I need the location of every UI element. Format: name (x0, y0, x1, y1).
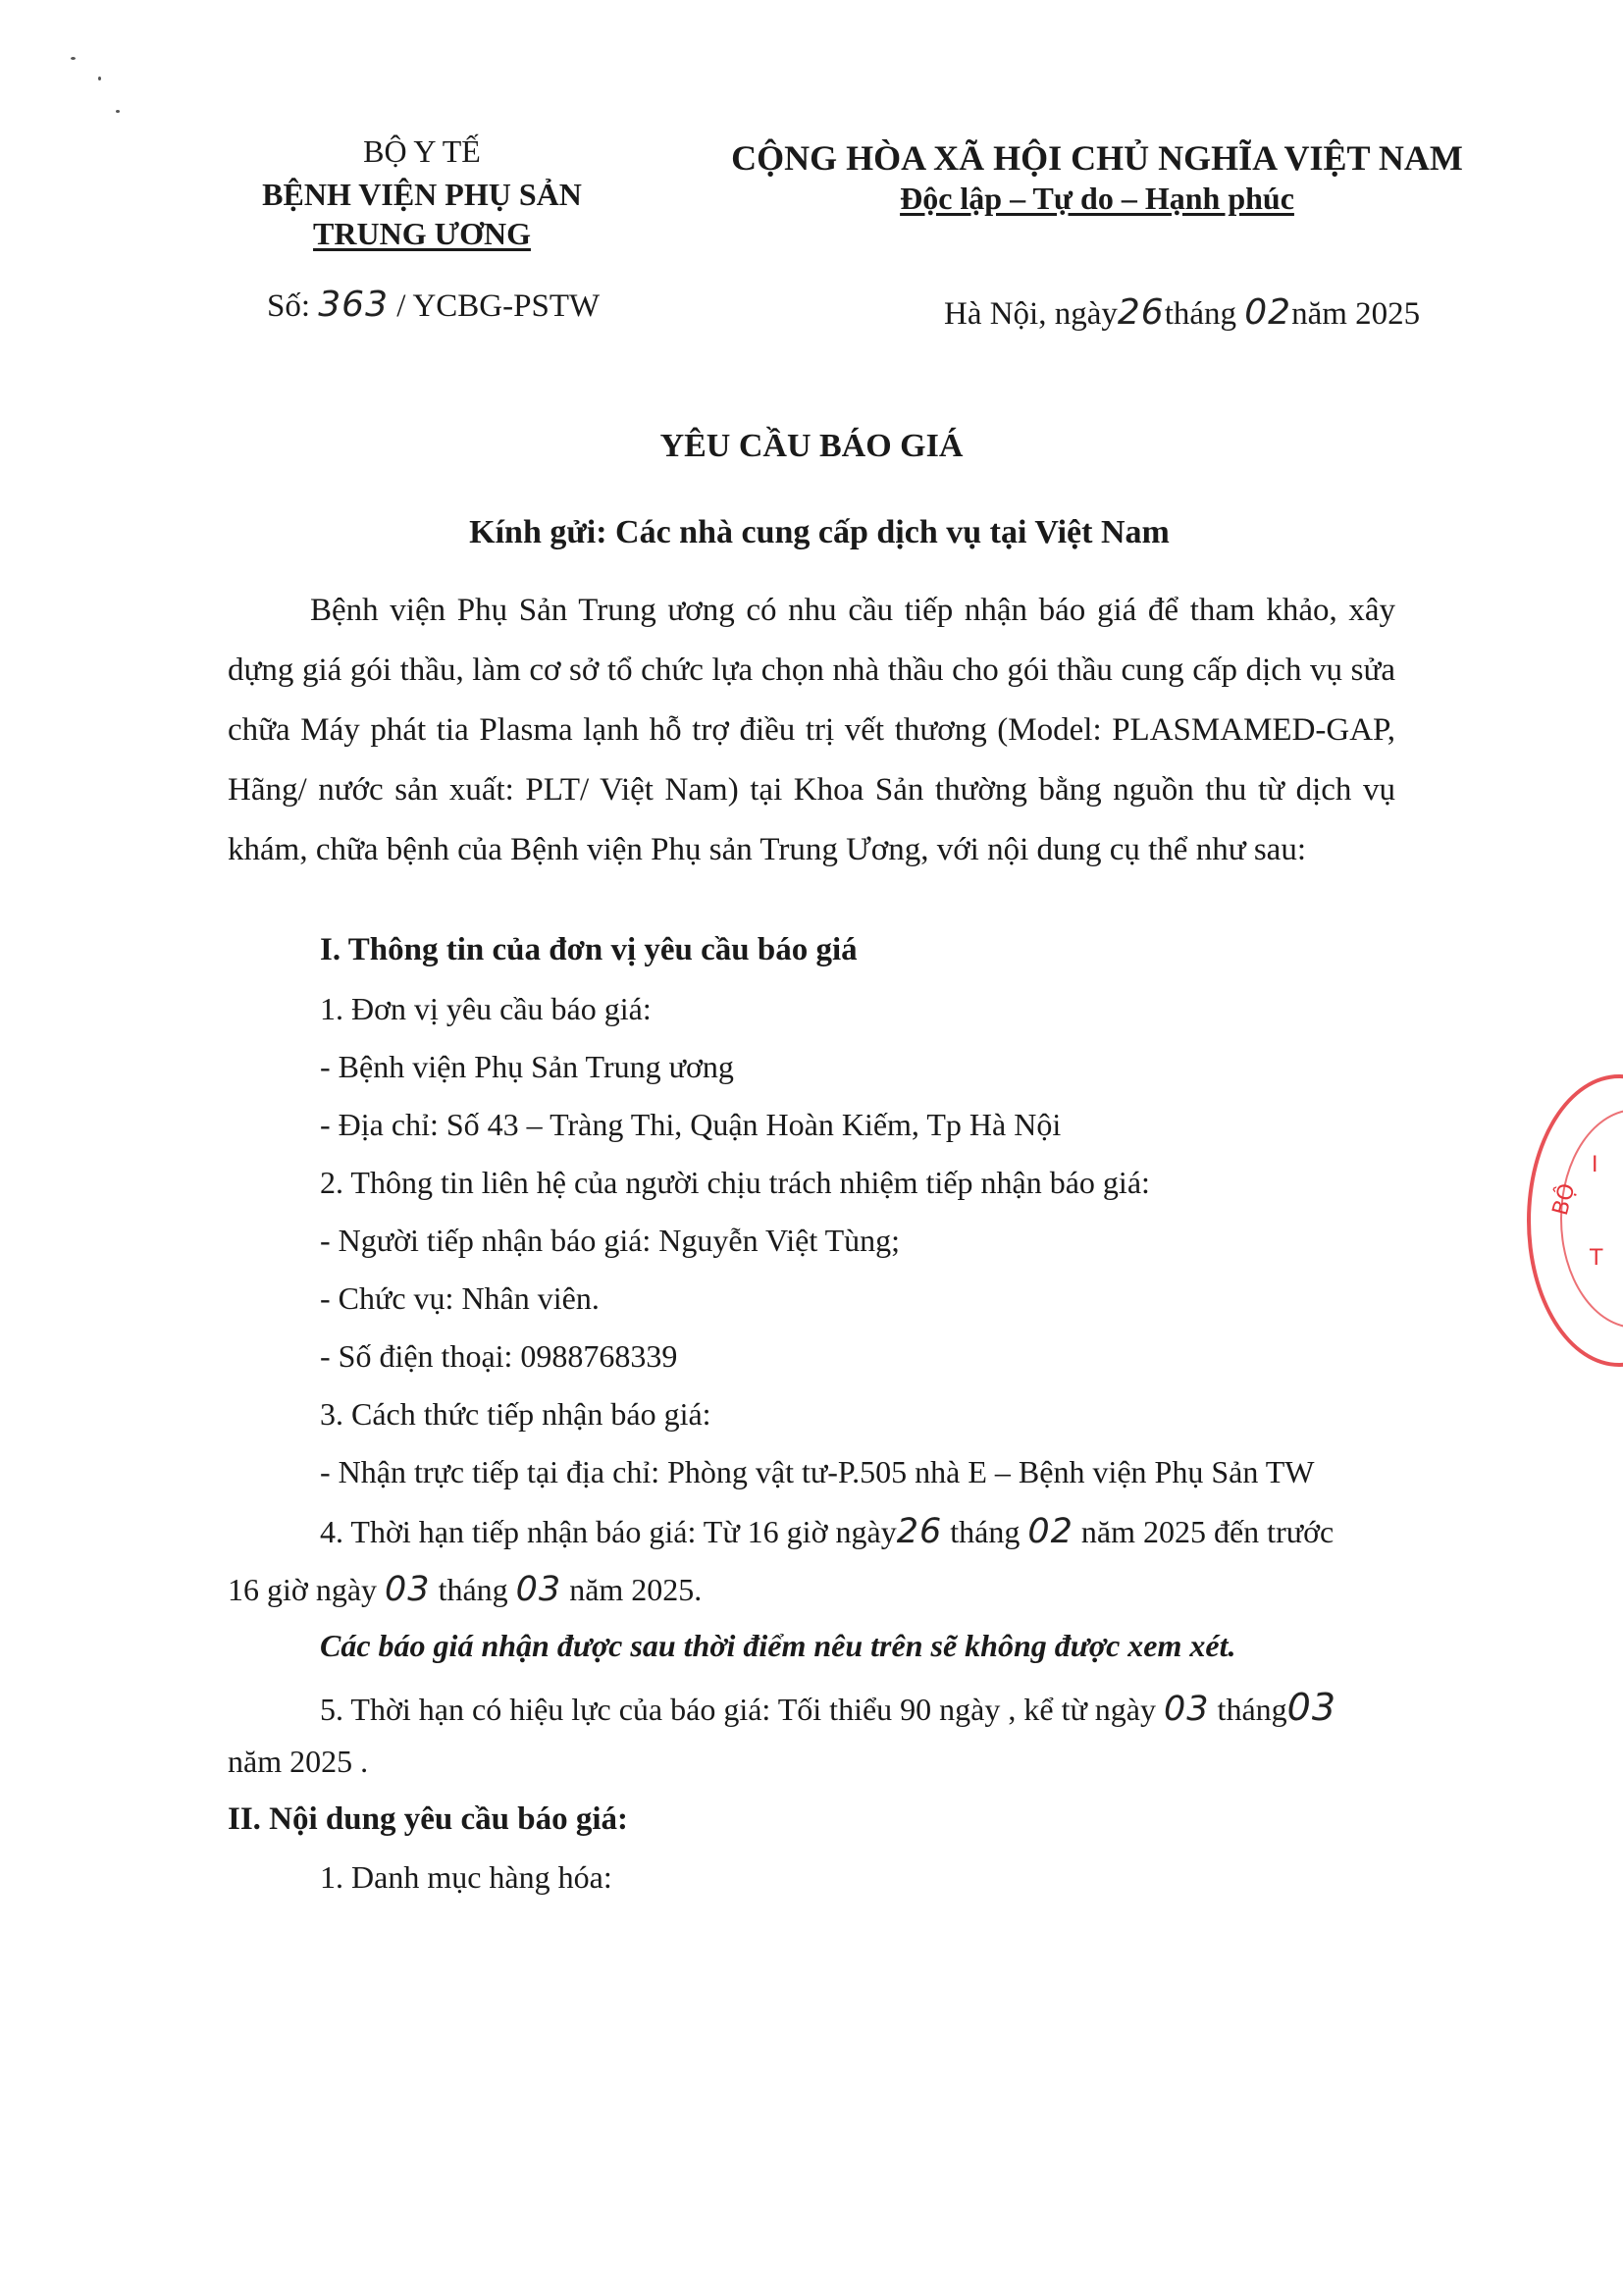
section1-item2-position: - Chức vụ: Nhân viên. (320, 1280, 600, 1316)
item5-month-handwritten: 03 (1286, 1686, 1336, 1729)
country-name: CỘNG HÒA XÃ HỘI CHỦ NGHĨA VIỆT NAM (731, 138, 1463, 178)
doc-number-suffix: / YCBG-PSTW (396, 288, 601, 324)
date-day-handwritten: 26 (1117, 292, 1165, 333)
document-title: YÊU CẦU BÁO GIÁ (659, 428, 964, 464)
item4-day2-handwritten: 03 (385, 1570, 431, 1609)
item4-text-a: 4. Thời hạn tiếp nhận báo giá: Từ 16 giờ ngày (320, 1514, 897, 1549)
section1-item1-address: - Địa chỉ: Số 43 – Tràng Thi, Quận Hoàn Kiếm, Tp Hà Nội (320, 1107, 1062, 1142)
date-month-label: tháng (1164, 296, 1237, 332)
section1-item4-line1 (320, 1512, 1334, 1551)
document-date (944, 292, 1420, 333)
scan-speck (71, 57, 76, 60)
section1-item2: 2. Thông tin liên hệ của người chịu trách nhiệm tiếp nhận báo giá: (320, 1165, 1150, 1200)
intro-paragraph-text: Bệnh viện Phụ Sản Trung ương có nhu cầu tiếp nhận báo giá để tham khảo, xây dựng giá gói thầu, làm cơ sở tổ chức lựa chọn nhà thầu cho gói thầu cung cấp dịch vụ sửa chữa Máy phát tia Plasma lạnh hỗ trợ điều trị vết thương (Model: PLASMAMED-GAP, Hãng/ nước sản xuất: PLT/ Việt Nam) tại Khoa Sản thường bằng nguồn thu từ dịch vụ khám, chữa bệnh của Bệnh viện Phụ sản Trung Ương, với nội dung cụ thể như sau: (228, 593, 1395, 867)
section1-item5-line2: năm 2025 . (228, 1744, 369, 1779)
item4-text-b: tháng (950, 1514, 1021, 1549)
section2-heading: II. Nội dung yêu cầu báo giá: (228, 1801, 629, 1837)
national-motto: Độc lập – Tự do – Hạnh phúc (900, 181, 1294, 216)
intro-paragraph (228, 581, 1395, 880)
section1-item4-line2 (228, 1570, 702, 1609)
item5-text-b: tháng (1217, 1692, 1287, 1727)
section1-item5-line1 (320, 1686, 1336, 1729)
item5-text-a: 5. Thời hạn có hiệu lực của báo giá: Tối thiểu 90 ngày , kể từ ngày (320, 1692, 1156, 1727)
section1-item2-person: - Người tiếp nhận báo giá: Nguyễn Việt Tùng; (320, 1223, 901, 1258)
date-month-handwritten: 02 (1244, 292, 1292, 333)
stamp-text: BỘ (1547, 1180, 1581, 1219)
section1-item1: 1. Đơn vị yêu cầu báo giá: (320, 991, 652, 1026)
item4-text-d: 16 giờ ngày (228, 1572, 378, 1607)
item4-month2-handwritten: 03 (515, 1570, 562, 1609)
item4-text-f: năm 2025. (569, 1572, 703, 1607)
item4-text-e: tháng (438, 1572, 508, 1607)
scan-speck (98, 77, 101, 80)
item4-text-c: năm 2025 đến trước (1080, 1514, 1335, 1549)
section1-item3: 3. Cách thức tiếp nhận báo giá: (320, 1396, 711, 1432)
doc-number-handwritten: 363 (318, 285, 389, 325)
scan-speck (116, 110, 120, 113)
doc-number-label: Số: (267, 288, 311, 324)
stamp-text: T (1590, 1246, 1603, 1271)
hospital-name-line2: TRUNG ƯƠNG (313, 216, 531, 251)
date-year-label: năm 2025 (1291, 296, 1421, 332)
section1-item3-method: - Nhận trực tiếp tại địa chỉ: Phòng vật tư-P.505 nhà E – Bệnh viện Phụ Sản TW (320, 1454, 1315, 1489)
item4-month1-handwritten: 02 (1027, 1512, 1073, 1551)
date-prefix: Hà Nội, ngày (944, 296, 1118, 332)
section1-item1-name: - Bệnh viện Phụ Sản Trung ương (320, 1049, 734, 1084)
section1-item2-phone: - Số điện thoại: 0988768339 (320, 1338, 678, 1374)
recipient-line: Kính gửi: Các nhà cung cấp dịch vụ tại Việt Nam (469, 514, 1170, 550)
ministry-name: BỘ Y TẾ (363, 133, 481, 169)
hospital-name-line1: BỆNH VIỆN PHỤ SẢN (262, 177, 582, 212)
item4-day1-handwritten: 26 (896, 1512, 943, 1551)
item5-day-handwritten: 03 (1164, 1690, 1210, 1729)
section1-heading: I. Thông tin của đơn vị yêu cầu báo giá (320, 932, 858, 967)
section2-item1: 1. Danh mục hàng hóa: (320, 1859, 612, 1895)
deadline-note: Các báo giá nhận được sau thời điểm nêu trên sẽ không được xem xét. (320, 1628, 1236, 1663)
document-number (267, 285, 600, 325)
stamp-text: I (1592, 1153, 1598, 1177)
